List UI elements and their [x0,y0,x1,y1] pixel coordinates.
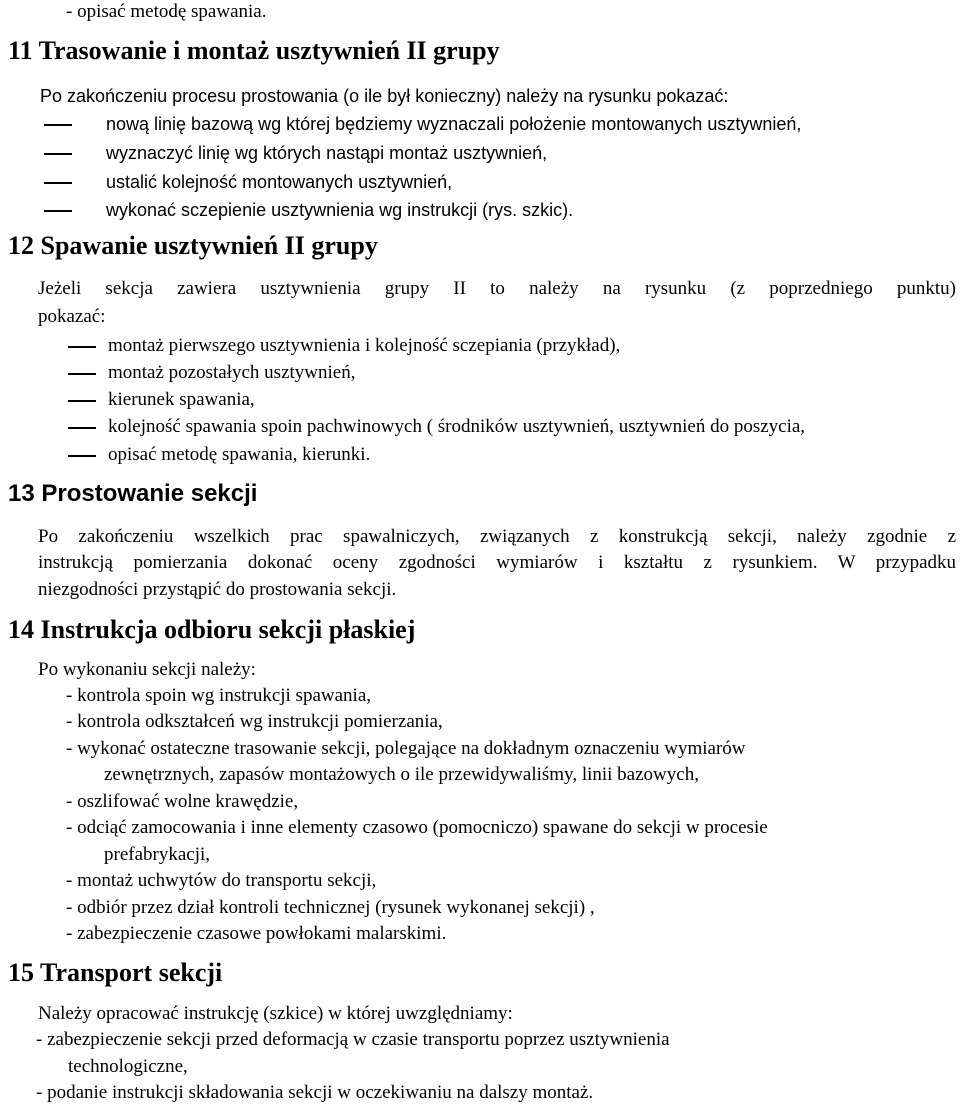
section-13-line-3: niezgodności przystąpić do prostowania sekcji. [38,579,397,600]
previous-list-item: - opisać metodę spawania. [66,1,267,22]
section-14-item: - kontrola odkształceń wg instrukcji pomierzania, [66,711,443,732]
section-15-item: - podanie instrukcji składowania sekcji w oczekiwaniu na dalszy montaż. [36,1082,594,1103]
section-14-intro: Po wykonaniu sekcji należy: [38,659,256,680]
section-12-intro-line-1: Jeżeli sekcja zawiera usztywnienia grupy II to należy na rysunku (z poprzedniego punktu) [38,278,956,299]
section-15-heading: 15 Transport sekcji [8,958,223,987]
dash-bullet-icon [44,210,72,212]
section-11-item: nową linię bazową wg której będziemy wyznaczali położenie montowanych usztywnień, [106,114,802,134]
section-11-item: wyznaczyć linię wg których nastąpi montaż usztywnień, [106,143,548,163]
section-14-item-continuation: prefabrykacji, [104,844,211,865]
section-12-item: kierunek spawania, [108,389,255,410]
section-12-heading: 12 Spawanie usztywnień II grupy [8,231,378,260]
section-12-item: opisać metodę spawania, kierunki. [108,444,371,465]
section-12-item: montaż pozostałych usztywnień, [108,362,356,383]
section-14-item: - odbiór przez dział kontroli technicznej (rysunek wykonanej sekcji) , [66,897,595,918]
section-12-intro-line-2: pokazać: [38,306,106,327]
dash-bullet-icon [44,182,72,184]
section-14-item: - oszlifować wolne krawędzie, [66,791,299,812]
section-12-item: montaż pierwszego usztywnienia i kolejność sczepiania (przykład), [108,335,621,356]
section-14-item: - odciąć zamocowania i inne elementy czasowo (pomocniczo) spawane do sekcji w procesie [66,817,768,838]
dash-bullet-icon [44,124,72,126]
dash-bullet-icon [44,153,72,155]
section-14-item: - kontrola spoin wg instrukcji spawania, [66,685,372,706]
section-13-heading: 13 Prostowanie sekcji [8,480,258,507]
section-11-intro: Po zakończeniu procesu prostowania (o ile był konieczny) należy na rysunku pokazać: [40,86,729,106]
section-13-line-1: Po zakończeniu wszelkich prac spawalniczych, związanych z konstrukcją sekcji, należy zgodnie z [38,526,956,547]
section-15-item-continuation: technologiczne, [68,1056,188,1077]
dash-bullet-icon [68,346,96,348]
section-14-item: - wykonać ostateczne trasowanie sekcji, polegające na dokładnym oznaczeniu wymiarów [66,738,746,759]
section-14-item: - zabezpieczenie czasowe powłokami malarskimi. [66,923,447,944]
section-11-heading: 11 Trasowanie i montaż usztywnień II grupy [8,36,500,65]
section-14-item: - montaż uchwytów do transportu sekcji, [66,870,377,891]
section-15-item: - zabezpieczenie sekcji przed deformacją w czasie transportu poprzez usztywnienia [36,1029,670,1050]
section-11-item: ustalić kolejność montowanych usztywnień, [106,172,453,192]
dash-bullet-icon [68,427,96,429]
section-12-item: kolejność spawania spoin pachwinowych ( środników usztywnień, usztywnień do poszycia, [108,416,806,437]
section-14-item-continuation: zewnętrznych, zapasów montażowych o ile przewidywaliśmy, linii bazowych, [104,764,699,785]
section-14-heading: 14 Instrukcja odbioru sekcji płaskiej [8,615,416,644]
section-13-line-2: instrukcją pomierzania dokonać oceny zgodności wymiarów i kształtu z rysunkiem. W przypadku [38,552,956,573]
dash-bullet-icon [68,455,96,457]
dash-bullet-icon [68,400,96,402]
dash-bullet-icon [68,373,96,375]
section-11-item: wykonać sczepienie usztywnienia wg instrukcji (rys. szkic). [106,200,574,220]
section-15-intro: Należy opracować instrukcję (szkice) w której uwzględniamy: [38,1003,513,1024]
